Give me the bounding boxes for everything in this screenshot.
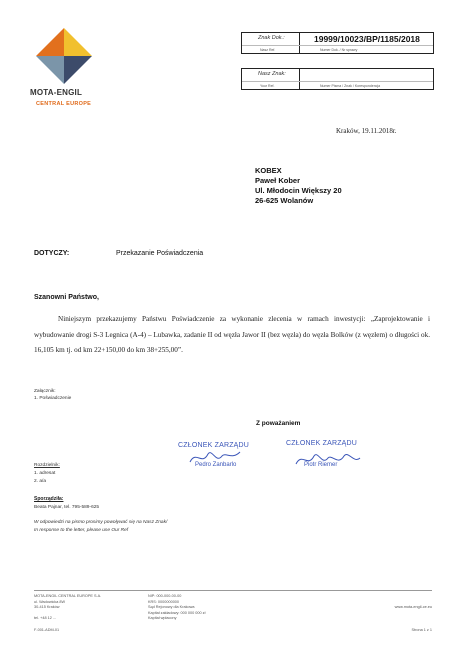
logo-tile-navy bbox=[64, 56, 92, 84]
our-ref-label: Nasz Znak: bbox=[258, 71, 286, 77]
footer-line: tel. +48 12 ... bbox=[34, 616, 57, 621]
letter-body bbox=[34, 312, 430, 359]
footer-divider bbox=[34, 590, 432, 591]
footer-column-3 bbox=[370, 594, 432, 611]
document-ref-box bbox=[241, 32, 434, 54]
right-stamp-name: Piotr Riemer bbox=[304, 462, 338, 468]
footer-line: Sąd Rejonowy dla Krakowa bbox=[148, 605, 195, 610]
document-ref-label: Znak Dok.: bbox=[258, 35, 285, 41]
attachments-label: Załącznik: bbox=[34, 389, 56, 394]
our-ref-box bbox=[241, 68, 434, 90]
closing-phrase: Z poważaniem bbox=[256, 420, 301, 427]
addressee-person: Paweł Kober bbox=[255, 176, 301, 185]
addressee-postal: 26-625 Wolanów bbox=[255, 196, 314, 205]
document-ref-left-note: Nasz Ref. bbox=[260, 48, 276, 52]
prepared-label: Sporządziła: bbox=[34, 496, 64, 502]
distribution-label: Rozdzielnik: bbox=[34, 463, 60, 468]
document-ref-value: 19999/10023/BP/1185/2018 bbox=[314, 34, 420, 44]
footer-line: Kapitał wpłacony bbox=[148, 616, 177, 621]
our-ref-right-note: Numer Pisma / Znak / Korespondencja bbox=[320, 84, 381, 88]
addressee-company: KOBEX bbox=[255, 166, 282, 175]
footer-line: ul. Wadowicka 8W bbox=[34, 599, 66, 604]
footer-line: 30-415 Kraków bbox=[34, 605, 60, 610]
left-stamp-name: Pedro Zanbarlo bbox=[195, 462, 237, 468]
footer-page-number: Strona 1 z 1 bbox=[411, 628, 432, 632]
addressee-street: Ul. Młodocin Większy 20 bbox=[255, 186, 342, 195]
footer-line: MOTA-ENGIL CENTRAL EUROPE S.A. bbox=[34, 594, 102, 598]
distribution-item-2: 2. a/a bbox=[34, 479, 47, 484]
footer-website: www.mota-engil-ce.eu bbox=[394, 605, 432, 610]
right-stamp-title: CZŁONEK ZARZĄDU bbox=[286, 440, 358, 447]
attachments-item: 1. Poświadczenie bbox=[34, 396, 72, 401]
our-ref-left-note: Your Ref. bbox=[260, 84, 275, 88]
logo-tile-orange bbox=[36, 28, 64, 56]
reply-note-line-1: W odpowiedzi na pismo prosimy powoływać się na Nasz Znak/ bbox=[34, 520, 168, 525]
company-logo bbox=[36, 28, 92, 84]
footer-column-1 bbox=[34, 594, 144, 633]
footer-column-2 bbox=[148, 594, 268, 622]
letter-date: Kraków, 19.11.2018r. bbox=[336, 127, 397, 135]
logo-tile-gray bbox=[36, 56, 64, 84]
logo-wordmark: MOTA-ENGIL bbox=[30, 88, 83, 97]
footer-line: Kapitał zakładowy: 000 000 000 zł bbox=[148, 610, 206, 615]
left-stamp-title: CZŁONEK ZARZĄDU bbox=[178, 442, 250, 449]
logo-subtitle: CENTRAL EUROPE bbox=[36, 101, 92, 107]
footer-line: KRS: 0000000000 bbox=[148, 599, 180, 604]
footer-line: NIP: 000-000-00-00 bbox=[148, 594, 182, 598]
greeting: Szanowni Państwo, bbox=[34, 294, 99, 301]
distribution-item-1: 1. adresat bbox=[34, 471, 56, 476]
logo-tile-yellow bbox=[64, 28, 92, 56]
document-ref-right-note: Numer Dok. / Nr sprawy bbox=[320, 48, 358, 52]
subject-value: Przekazanie Poświadczenia bbox=[116, 250, 204, 257]
footer-line: F-001-ADM-01 bbox=[34, 627, 60, 632]
letter-body-paragraph: Niniejszym przekazujemy Państwu Poświadczenie za wykonanie zlecenia w ramach inwestycji: „Zaprojektowanie i wybudowanie drogi S-3 Legnica (A-4) – Lubawka, zadanie II od węzła Jawor II (bez węzła) do węzła Bolków (z węzłem) o długości ok. 16,105 km tj. od km 22+150,00 do km 38+255,00”. bbox=[34, 315, 430, 354]
prepared-value: Beata Pajnar, tel. 795-589-625 bbox=[34, 505, 100, 510]
subject-label: DOTYCZY: bbox=[34, 250, 70, 257]
reply-note-line-2: In response to the letter, please use Our Ref bbox=[34, 528, 129, 533]
